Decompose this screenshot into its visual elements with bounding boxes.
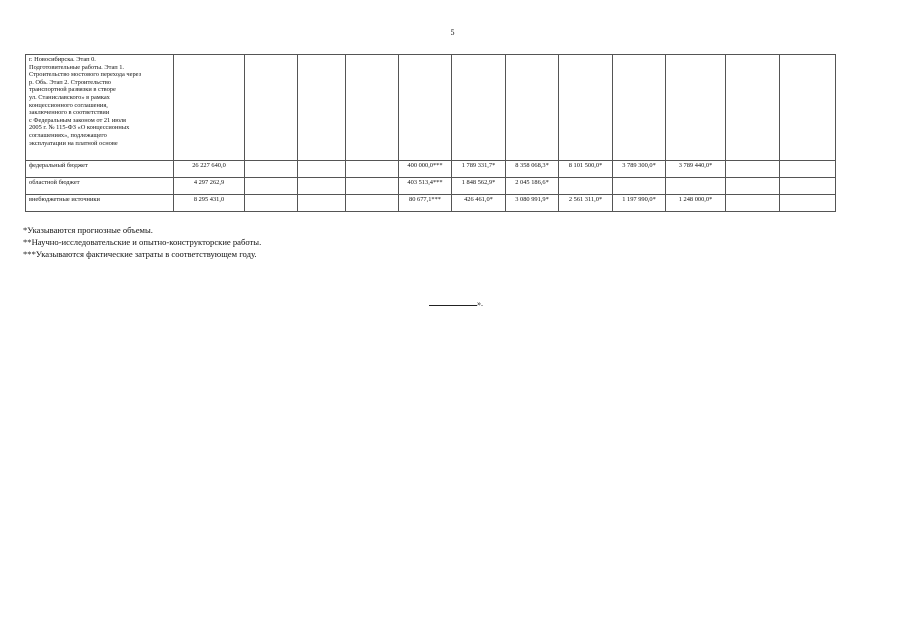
- amount-cell: [298, 195, 346, 212]
- footnotes: [23, 224, 261, 260]
- amount-cell: [726, 178, 780, 195]
- empty-cell: [726, 55, 780, 161]
- description-line: г. Новосибирска. Этап 0.: [29, 56, 96, 63]
- footnote-actual: ***Указываются фактические затраты в соответствующем году.: [23, 249, 257, 259]
- funding-source-label: областной бюджет: [26, 178, 174, 195]
- amount-cell: [346, 161, 399, 178]
- empty-cell: [346, 55, 399, 161]
- footnote-forecast: *Указываются прогнозные объемы.: [23, 225, 153, 235]
- empty-cell: [780, 55, 836, 161]
- description-line: р. Обь. Этап 2. Строительство: [29, 78, 112, 86]
- amount-cell: [666, 178, 726, 195]
- empty-cell: [666, 55, 726, 161]
- amount-cell: [245, 161, 298, 178]
- description-line: Строительство мостового перехода через: [29, 71, 142, 79]
- amount-cell: 3 080 991,9*: [506, 195, 559, 212]
- description-line: Подготовительные работы. Этап 1.: [29, 63, 125, 71]
- amount-cell: 80 677,1***: [399, 195, 452, 212]
- amount-cell: [245, 195, 298, 212]
- amount-cell: [780, 195, 836, 212]
- amount-cell: [726, 195, 780, 212]
- project-description-cell: [26, 55, 174, 161]
- table-row: [26, 178, 836, 195]
- empty-cell: [559, 55, 613, 161]
- amount-cell: [726, 161, 780, 178]
- amount-cell: [346, 178, 399, 195]
- funding-source-label: федеральный бюджет: [26, 161, 174, 178]
- amount-cell: 8 295 431,0: [174, 195, 245, 212]
- footnote-rnd: **Научно-исследовательские и опытно-конструкторские работы.: [23, 237, 262, 247]
- amount-cell: [613, 178, 666, 195]
- amount-cell: 1 789 331,7*: [452, 161, 506, 178]
- description-line: ул. Станиславского» в рамках: [29, 93, 110, 101]
- amount-cell: 426 461,0*: [452, 195, 506, 212]
- amount-cell: [298, 178, 346, 195]
- amount-cell: 1 848 562,9*: [452, 178, 506, 195]
- empty-cell: [399, 55, 452, 161]
- amount-cell: 2 045 186,6*: [506, 178, 559, 195]
- empty-cell: [452, 55, 506, 161]
- amount-cell: [346, 195, 399, 212]
- closing-mark: [429, 298, 483, 308]
- closing-quote: ».: [477, 299, 483, 308]
- amount-cell: 8 101 500,0*: [559, 161, 613, 178]
- amount-cell: 3 789 300,0*: [613, 161, 666, 178]
- empty-cell: [613, 55, 666, 161]
- amount-cell: 1 248 000,0*: [666, 195, 726, 212]
- amount-cell: [780, 178, 836, 195]
- amount-cell: 26 227 640,0: [174, 161, 245, 178]
- page-number: 5: [450, 28, 455, 37]
- table-row-description: [26, 55, 836, 161]
- description-line: соглашениях», подлежащего: [29, 131, 107, 139]
- empty-cell: [506, 55, 559, 161]
- amount-cell: 1 197 990,0*: [613, 195, 666, 212]
- amount-cell: 3 789 440,0*: [666, 161, 726, 178]
- amount-cell: [559, 178, 613, 195]
- funding-source-label: внебюджетные источники: [26, 195, 174, 212]
- amount-cell: 403 513,4***: [399, 178, 452, 195]
- table-row: [26, 195, 836, 212]
- empty-cell: [298, 55, 346, 161]
- description-line: транспортной развязки в створе: [29, 86, 116, 94]
- table-row: [26, 161, 836, 178]
- amount-cell: [245, 178, 298, 195]
- empty-cell: [174, 55, 245, 161]
- amount-cell: 4 297 262,9: [174, 178, 245, 195]
- amount-cell: 400 000,0***: [399, 161, 452, 178]
- description-line: заключенного в соответствии: [29, 109, 110, 117]
- signature-underline: [429, 298, 477, 306]
- description-line: с Федеральным законом от 21 июля: [29, 116, 126, 124]
- description-line: эксплуатации на платной основе: [29, 139, 118, 147]
- description-line: концессионного соглашения,: [29, 101, 108, 109]
- budget-table: [25, 54, 836, 212]
- amount-cell: [298, 161, 346, 178]
- empty-cell: [245, 55, 298, 161]
- budget-table-body: [26, 55, 836, 212]
- amount-cell: 2 561 311,0*: [559, 195, 613, 212]
- amount-cell: [780, 161, 836, 178]
- description-line: 2005 г. № 115-ФЗ «О концессионных: [29, 124, 130, 132]
- amount-cell: 8 358 068,3*: [506, 161, 559, 178]
